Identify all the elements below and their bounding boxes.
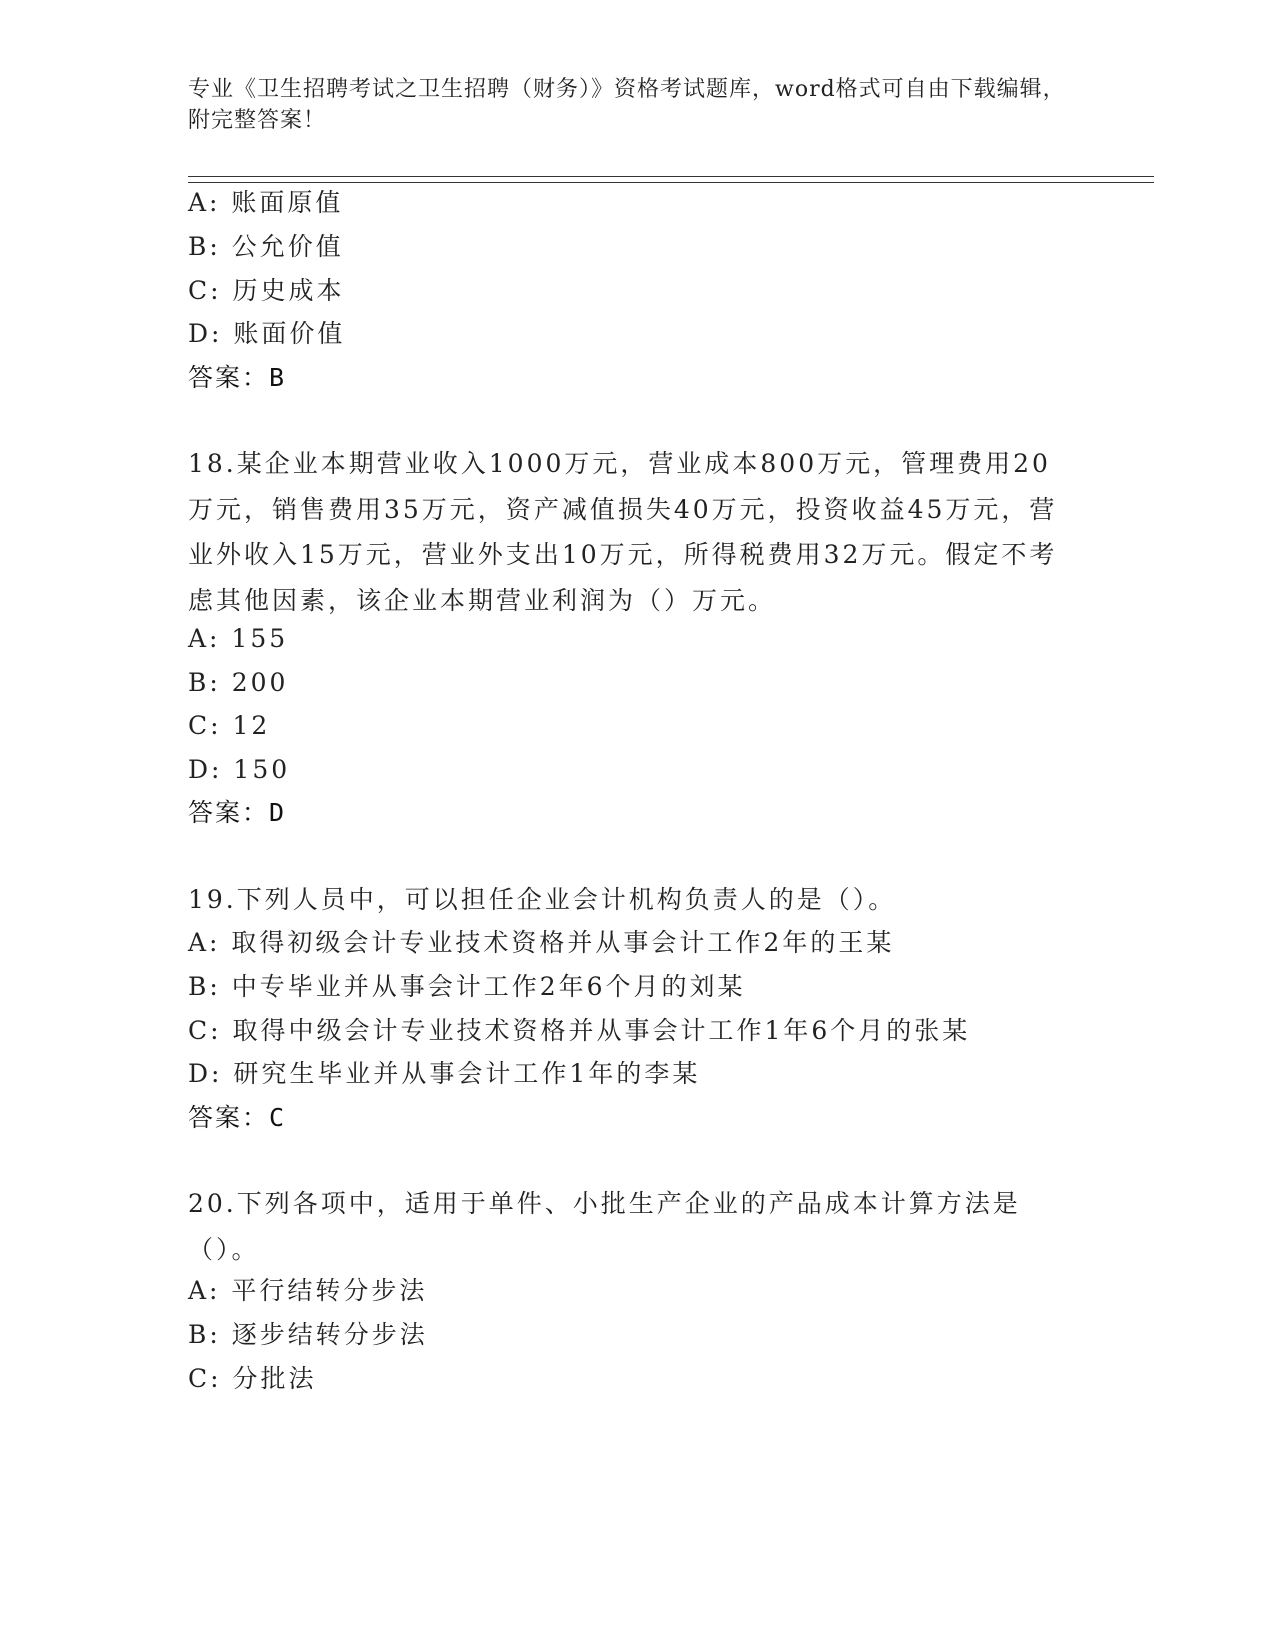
q18-option-d: D: 150 xyxy=(188,755,291,784)
answer-value: C xyxy=(269,1103,287,1132)
answer-label: 答案： xyxy=(188,1103,270,1132)
q19-option-c: C: 取得中级会计专业技术资格并从事会计工作1年6个月的张某 xyxy=(188,1016,971,1045)
q18-option-c: C: 12 xyxy=(188,711,271,740)
q18-answer xyxy=(188,796,286,830)
q19-option-a: A: 取得初级会计专业技术资格并从事会计工作2年的王某 xyxy=(188,928,895,957)
q20-option-a: A: 平行结转分步法 xyxy=(188,1276,428,1305)
answer-label: 答案： xyxy=(188,798,270,827)
header-divider-top xyxy=(188,176,1154,177)
q19-answer xyxy=(188,1101,286,1135)
q19-stem: 19.下列人员中，可以担任企业会计机构负责人的是（）。 xyxy=(188,885,897,914)
q19-option-d: D: 研究生毕业并从事会计工作1年的李某 xyxy=(188,1059,701,1088)
header-divider-bottom xyxy=(188,182,1154,183)
answer-value: D xyxy=(269,798,287,827)
q20-option-c: C: 分批法 xyxy=(188,1364,317,1393)
q19-option-b: B: 中专毕业并从事会计工作2年6个月的刘某 xyxy=(188,972,746,1001)
q17-option-c: C: 历史成本 xyxy=(188,276,345,305)
document-header: 专业《卫生招聘考试之卫生招聘（财务）》资格考试题库，word格式可自由下载编辑，附完整答案！ xyxy=(188,77,1066,133)
q17-option-a: A: 账面原值 xyxy=(188,188,344,217)
answer-label: 答案： xyxy=(188,363,270,392)
q18-option-a: A: 155 xyxy=(188,624,289,653)
q18-stem: 18.某企业本期营业收入1000万元，营业成本800万元，管理费用20万元，销售费用35万元，资产减值损失40万元，投资收益45万元，营业外收入15万元，营业外支出10万元，所得税费用32万元。假定不考虑其他因素，该企业本期营业利润为（）万元。 xyxy=(188,449,1058,615)
q17-option-b: B: 公允价值 xyxy=(188,232,344,261)
q17-option-d: D: 账面价值 xyxy=(188,319,346,348)
q20-option-b: B: 逐步结转分步法 xyxy=(188,1320,428,1349)
q18-option-b: B: 200 xyxy=(188,668,289,697)
q17-answer xyxy=(188,361,286,395)
answer-value: B xyxy=(269,363,287,392)
q20-stem: 20.下列各项中，适用于单件、小批生产企业的产品成本计算方法是（）。 xyxy=(188,1189,1021,1264)
